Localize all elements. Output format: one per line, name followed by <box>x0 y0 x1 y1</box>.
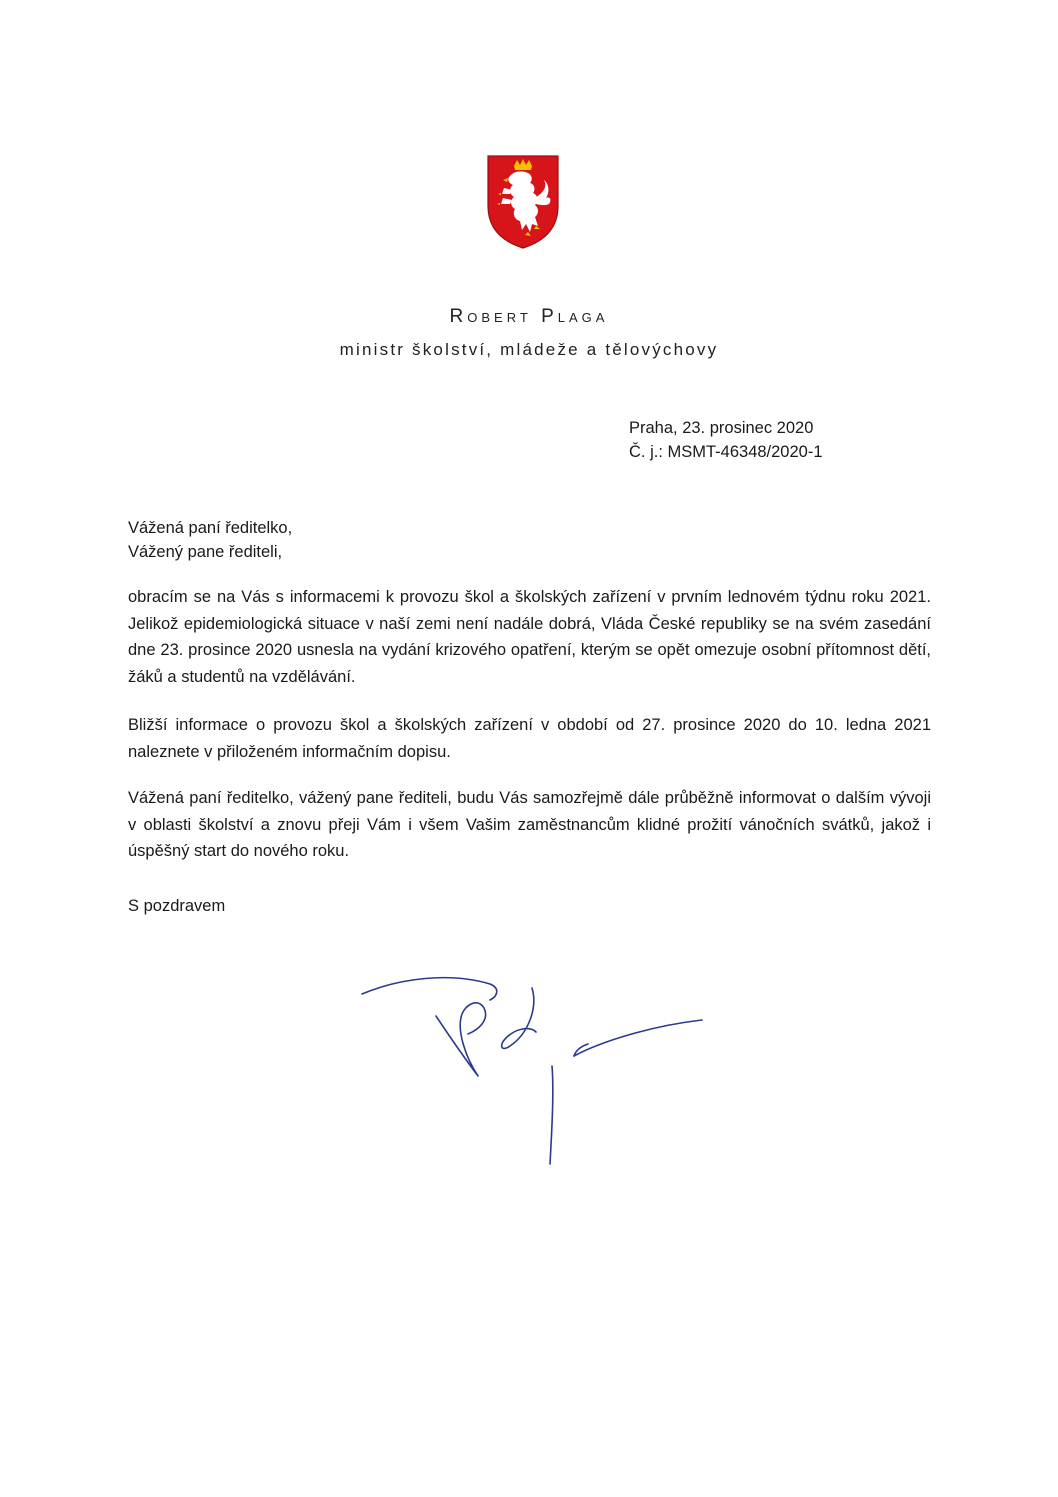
place-date: Praha, 23. prosinec 2020 <box>629 419 814 437</box>
closing: S pozdravem <box>128 897 226 915</box>
body-paragraph-1: obracím se na Vás s informacemi k provozu škol a školských zařízení v prvním lednovém týdnu roku 2021. Jelikož epidemiologická situace v naší zemi není nadále dobrá, Vláda České republiky se na svém zasedání dne 23. prosince 2020 usnesla na vydání krizového opatření, kterým se opět omezuje osobní přítomnost dětí, žáků a studentů na vzdělávání. <box>128 588 931 686</box>
czech-coat-of-arms-icon <box>486 154 560 250</box>
body-paragraph-2: Bližší informace o provozu škol a školských zařízení v období od 27. prosince 2020 do 10. ledna 2021 naleznete v přiloženém informačním dopisu. <box>128 716 931 761</box>
body-paragraph-3: Vážená paní ředitelko, vážený pane řediteli, budu Vás samozřejmě dále průběžně informovat o dalším vývoji v oblasti školství a znovu přeji Vám i všem Vašim zaměstnancům klidné prožití vánočních svátků, jakož i úspěšný start do nového roku. <box>128 789 931 860</box>
signature <box>360 968 710 1168</box>
salutation-line-1: Vážená paní ředitelko, <box>128 519 293 537</box>
sender-title: ministr školství, mládeže a tělovýchovy <box>339 340 719 359</box>
sender-name: Robert Plaga <box>449 306 609 327</box>
reference-number: Č. j.: MSMT-46348/2020-1 <box>629 443 823 461</box>
letter-meta <box>629 416 823 464</box>
salutation <box>128 516 292 564</box>
salutation-line-2: Vážený pane řediteli, <box>128 543 283 561</box>
